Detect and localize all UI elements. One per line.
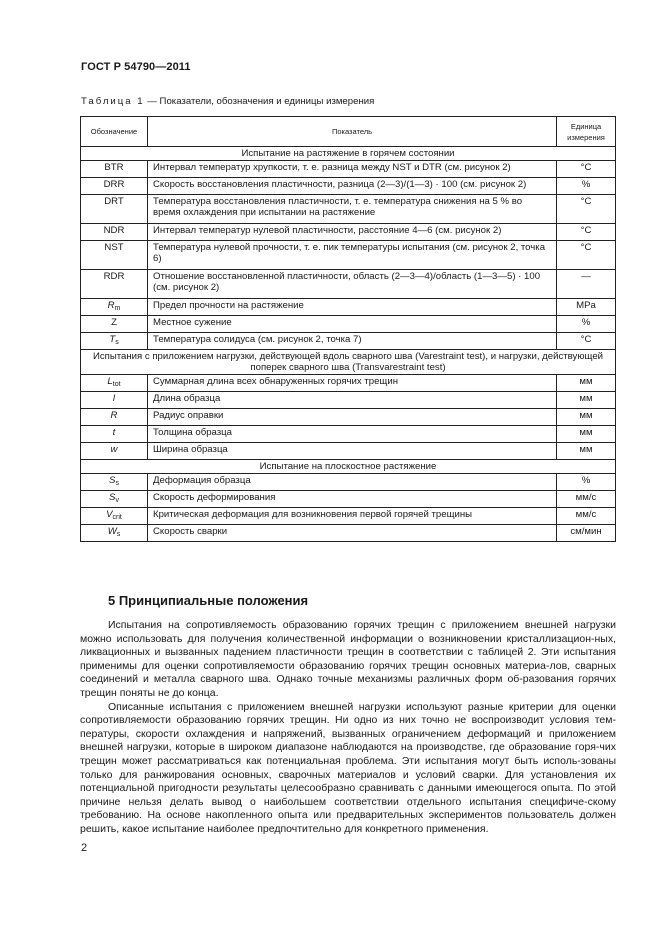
unit-cell: мм bbox=[557, 443, 616, 460]
header-unit: Единица измерения bbox=[557, 117, 616, 147]
header-description: Показатель bbox=[148, 117, 557, 147]
table-row bbox=[81, 241, 616, 270]
table-row bbox=[81, 161, 616, 178]
unit-cell: мм/с bbox=[557, 491, 616, 508]
page-number: 2 bbox=[81, 842, 88, 854]
unit-cell: °C bbox=[557, 161, 616, 178]
symbol-cell bbox=[81, 525, 148, 542]
symbol: R bbox=[110, 410, 118, 421]
symbol: W bbox=[107, 526, 117, 537]
paragraph: Описанные испытания с приложением внешней нагрузки используют разные критерии для оценки сопротивляемости образованию горячих трещин. Ни одно из них точно не воспроизводит условия тем-пературы, скорости охлаждения и напряжений, вызванных ограничением деформаций и приложением внешней нагрузки, которые в широком диапазоне наблюдаются на производстве, где образование горя-чих трещин может рассматриваться как потенциальная проблема. Эти испытания могут быть исполь-зованы только для ранжирования основных, сварочных материалов и условий сварки. Для установления их потенциальной пригодности результаты целесообразно сравнивать с данными имеющегося опыта. По этой причине нельзя делать вывод о наибольшем соответствии отдельного испытания специфиче-скому требованию. На основе накопленного опыта или предварительных экспериментов пользователь должен решить, какое испытание наиболее предпочтительно для конкретного применения. bbox=[80, 700, 616, 835]
unit-cell: % bbox=[557, 178, 616, 195]
table-row bbox=[81, 316, 616, 333]
section-5-body bbox=[80, 619, 616, 837]
symbol-cell bbox=[81, 426, 148, 443]
table-row bbox=[81, 508, 616, 525]
table-row bbox=[81, 195, 616, 224]
symbol-cell bbox=[81, 224, 148, 241]
unit-cell: °C bbox=[557, 241, 616, 270]
description-cell: Предел прочности на растяжение bbox=[148, 299, 557, 316]
symbol: w bbox=[110, 444, 118, 455]
section-title: Испытание на плоскостное растяжение bbox=[81, 460, 616, 474]
symbol: R bbox=[107, 300, 115, 311]
description-cell: Интервал температур нулевой пластичности, расстояние 4—6 (см. рисунок 2) bbox=[148, 224, 557, 241]
section-row bbox=[81, 147, 616, 161]
table-row bbox=[81, 525, 616, 542]
symbol-subscript: s bbox=[115, 480, 119, 487]
symbol: S bbox=[109, 475, 116, 486]
symbol-cell bbox=[81, 333, 148, 350]
standard-title: ГОСТ Р 54790—2011 bbox=[81, 61, 191, 73]
symbol: Z bbox=[111, 317, 117, 328]
section-title: Испытание на растяжение в горячем состоянии bbox=[81, 147, 616, 161]
description-cell: Радиус оправки bbox=[148, 409, 557, 426]
unit-cell: мм bbox=[557, 426, 616, 443]
table-row bbox=[81, 426, 616, 443]
symbol-cell bbox=[81, 195, 148, 224]
section-row bbox=[81, 350, 616, 375]
table-row bbox=[81, 299, 616, 316]
symbol-cell bbox=[81, 161, 148, 178]
symbol: NDR bbox=[103, 225, 125, 236]
description-cell: Толщина образца bbox=[148, 426, 557, 443]
description-cell: Длина образца bbox=[148, 392, 557, 409]
unit-cell: °C bbox=[557, 224, 616, 241]
description-cell: Интервал температур хрупкости, т. е. разница между NST и DTR (см. рисунок 2) bbox=[148, 161, 557, 178]
description-cell: Отношение восстановленной пластичности, область (2—3—4)/область (1—3—5) · 100 (см. рисунок 2) bbox=[148, 270, 557, 299]
header-symbol: Обозначение bbox=[81, 117, 148, 147]
symbol: DRR bbox=[103, 179, 125, 190]
table-caption-number: Таблица 1 bbox=[81, 96, 145, 107]
description-cell: Суммарная длина всех обнаруженных горячих трещин bbox=[148, 375, 557, 392]
description-cell: Скорость сварки bbox=[148, 525, 557, 542]
unit-cell: мм bbox=[557, 392, 616, 409]
symbol: L bbox=[107, 376, 113, 387]
symbol: DRT bbox=[104, 196, 124, 207]
description-cell: Температура солидуса (см. рисунок 2, точка 7) bbox=[148, 333, 557, 350]
unit-cell: MPa bbox=[557, 299, 616, 316]
symbol-cell bbox=[81, 375, 148, 392]
description-cell: Ширина образца bbox=[148, 443, 557, 460]
table-row bbox=[81, 392, 616, 409]
table-row bbox=[81, 333, 616, 350]
symbol-cell bbox=[81, 491, 148, 508]
symbol: S bbox=[109, 492, 116, 503]
description-cell: Деформация образца bbox=[148, 474, 557, 491]
paragraph: Испытания на сопротивляемость образованию горячих трещин с приложением внешней нагрузки можно использовать для получения количественной информации о возникновении кристаллизацион-ных, ликвационных и вызванных падением пластичности трещин в соответствии с таблицей 2. Эти испытания применимы для оценки сопротивляемости образованию горячих трещин основных материа-лов, сварных соединений и металла сварного шва. Однако точные механизмы различных форм об-разования горячих трещин поняты не до конца. bbox=[80, 619, 616, 699]
parameters-table bbox=[80, 116, 616, 542]
section-5-title: 5 Принципиальные положения bbox=[108, 593, 309, 608]
symbol: V bbox=[106, 509, 113, 520]
symbol: l bbox=[112, 393, 116, 404]
symbol: RDR bbox=[103, 271, 125, 282]
unit-cell: мм bbox=[557, 409, 616, 426]
symbol-cell bbox=[81, 241, 148, 270]
unit-cell: — bbox=[557, 270, 616, 299]
description-cell: Критическая деформация для возникновения первой горячей трещины bbox=[148, 508, 557, 525]
table-row bbox=[81, 409, 616, 426]
unit-cell: % bbox=[557, 316, 616, 333]
unit-cell: °C bbox=[557, 195, 616, 224]
table-body bbox=[81, 147, 616, 542]
unit-cell: °C bbox=[557, 333, 616, 350]
symbol-subscript: m bbox=[114, 305, 121, 312]
symbol-cell bbox=[81, 508, 148, 525]
symbol-subscript: s bbox=[115, 339, 119, 346]
unit-cell: мм/с bbox=[557, 508, 616, 525]
table-caption-text: — Показатели, обозначения и единицы измерения bbox=[144, 96, 375, 107]
unit-cell: % bbox=[557, 474, 616, 491]
symbol-cell bbox=[81, 443, 148, 460]
symbol-cell bbox=[81, 316, 148, 333]
symbol: BTR bbox=[104, 162, 124, 173]
symbol-subscript: crit bbox=[112, 514, 122, 521]
symbol-cell bbox=[81, 299, 148, 316]
symbol-cell bbox=[81, 392, 148, 409]
description-cell: Скорость восстановления пластичности, разница (2—3)/(1—3) · 100 (см. рисунок 2) bbox=[148, 178, 557, 195]
symbol-subscript: v bbox=[115, 497, 119, 504]
symbol: t bbox=[112, 427, 116, 438]
unit-cell: мм bbox=[557, 375, 616, 392]
description-cell: Температура восстановления пластичности, т. е. температура снижения на 5 % во время охлаждения при испытании на растяжение bbox=[148, 195, 557, 224]
symbol-cell bbox=[81, 474, 148, 491]
table-row bbox=[81, 375, 616, 392]
section-row bbox=[81, 460, 616, 474]
description-cell: Температура нулевой прочности, т. е. пик температуры испытания (см. рисунок 2, точка 6) bbox=[148, 241, 557, 270]
symbol-cell bbox=[81, 409, 148, 426]
symbol-subscript: s bbox=[116, 531, 121, 538]
symbol-cell bbox=[81, 270, 148, 299]
symbol: T bbox=[109, 334, 116, 345]
symbol-cell bbox=[81, 178, 148, 195]
table-caption bbox=[81, 96, 374, 107]
table-row bbox=[81, 270, 616, 299]
unit-cell: см/мин bbox=[557, 525, 616, 542]
table-row bbox=[81, 178, 616, 195]
description-cell: Скорость деформирования bbox=[148, 491, 557, 508]
table-row bbox=[81, 474, 616, 491]
table-row bbox=[81, 491, 616, 508]
table-row bbox=[81, 224, 616, 241]
section-title: Испытания с приложением нагрузки, действующей вдоль сварного шва (Varestraint test), и нагрузки, действующей поперек сварного шва (Transvarestraint test) bbox=[81, 350, 616, 375]
description-cell: Местное сужение bbox=[148, 316, 557, 333]
table-row bbox=[81, 443, 616, 460]
symbol: NST bbox=[104, 242, 124, 253]
symbol-subscript: tot bbox=[112, 381, 121, 388]
